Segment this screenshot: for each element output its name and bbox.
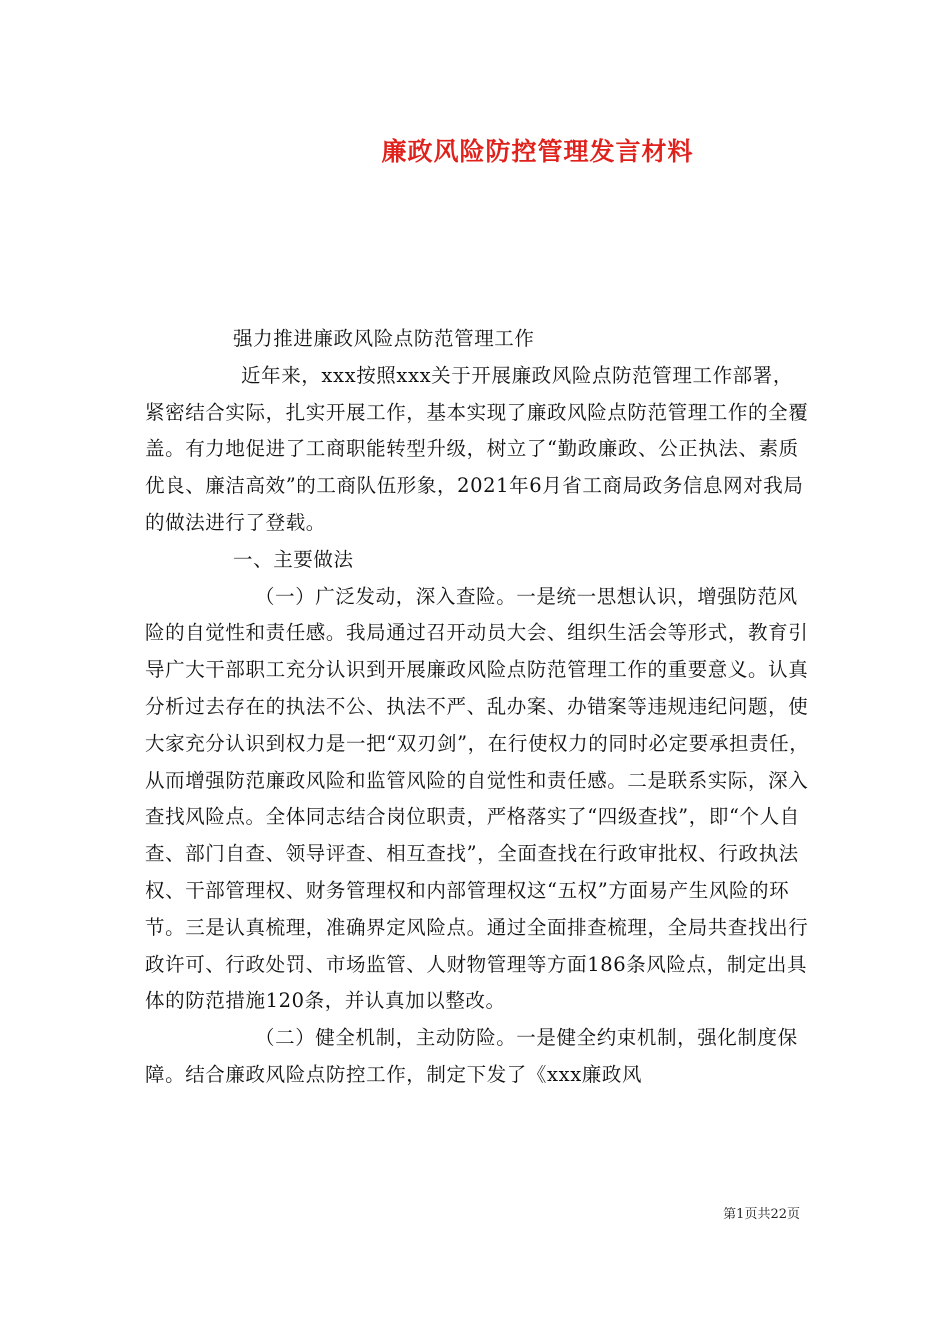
paragraph-section-2: （二）健全机制，主动防险。一是健全约束机制，强化制度保障。结合廉政风险点防控工作，制定下发了《xxx廉政风: [145, 1026, 798, 1086]
paragraph-section-1: （一）广泛发动，深入查险。一是统一思想认识，增强防范风险的自觉性和责任感。我局通过召开动员大会、组织生活会等形式，教育引导广大干部职工充分认识到开展廉政风险点防范管理工作的重要意义。认真分析过去存在的执法不公、执法不严、乱办案、办错案等违规违纪问题，使大家充分认识到权力是一把“双刃剑”，在行使权力的同时必定要承担责任，从而增强防范廉政风险和监管风险的自觉性和责任感。二是联系实际，深入查找风险点。全体同志结合岗位职责，严格落实了“四级查找”，即“个人自查、部门自查、领导评查、相互查找”，全面查找在行政审批权、行政执法权、干部管理权、财务管理权和内部管理权这“五权”方面易产生风险的环节。三是认真梳理，准确界定风险点。通过全面排查梳理，全局共查找出行政许可、行政处罚、市场监管、人财物管理等方面186条风险点，制定出具体的防范措施120条，并认真加以整改。: [145, 584, 810, 1013]
document-subtitle: 强力推进廉政风险点防范管理工作: [233, 327, 535, 350]
page-number: 第1页共22页: [723, 1207, 800, 1222]
document-body: [145, 321, 811, 1094]
intro-paragraph: 近年来，xxx按照xxx关于开展廉政风险点防范管理工作部署，紧密结合实际，扎实开展工作，基本实现了廉政风险点防范管理工作的全覆盖。有力地促进了工商职能转型升级，树立了“勤政廉政、公正执法、素质优良、廉洁高效”的工商队伍形象，2021年6月省工商局政务信息网对我局的做法进行了登载。: [145, 363, 809, 534]
document-title: 廉政风险防控管理发言材料: [381, 137, 694, 166]
section-heading: 一、主要做法: [233, 547, 354, 571]
